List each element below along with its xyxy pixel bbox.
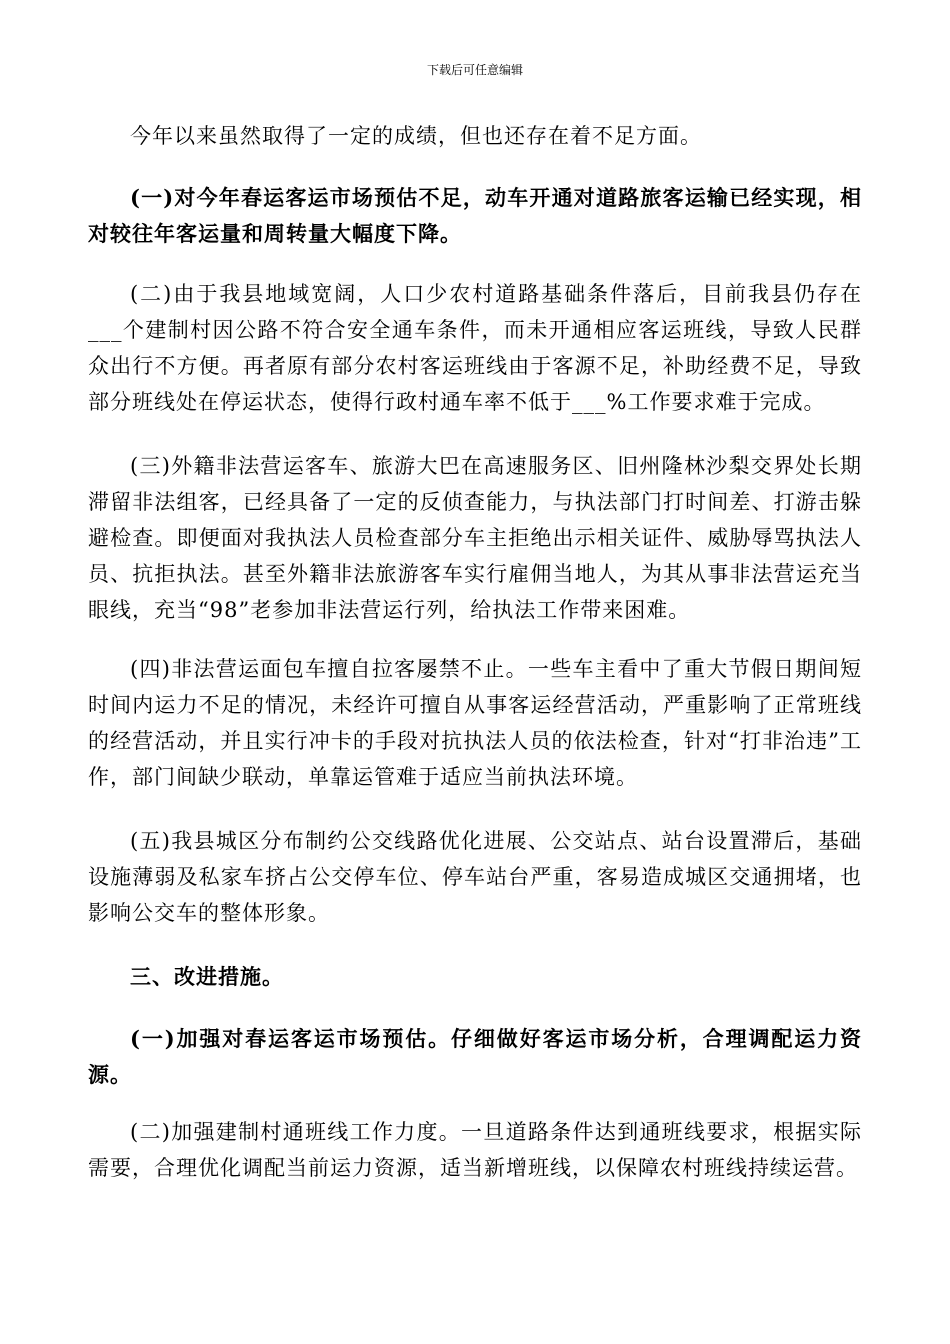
paragraph-issue-5: (五)我县城区分布制约公交线路优化进展、公交站点、站台设置滞后，基础设施薄弱及私家车挤占公交停车位、停车站台严重，客易造成城区交通拥堵，也影响公交车的整体形象。 xyxy=(88,829,862,925)
paragraph-issue-2: (二)由于我县地域宽阔，人口少农村道路基础条件落后，目前我县仍存在___个建制村因公路不符合安全通车条件，而未开通相应客运班线，导致人民群众出行不方便。再者原有部分农村客运班线由于客源不足，补助经费不足，导致部分班线处在停运状态，使得行政村通车率不低于___%工作要求难于完成。 xyxy=(88,282,862,414)
page-header-note: 下载后可任意编辑 xyxy=(426,63,523,77)
paragraph-issue-1: (一)对今年春运客运市场预估不足，动车开通对道路旅客运输已经实现，相对较往年客运量和周转量大幅度下降。 xyxy=(88,185,862,246)
paragraph-issue-3: (三)外籍非法营运客车、旅游大巴在高速服务区、旧州隆林沙梨交界处长期滞留非法组客，已经具备了一定的反侦查能力，与执法部门打时间差、打游击躲避检查。即便面对我执法人员检查部分车主拒绝出示相关证件、威胁辱骂执法人员、抗拒执法。甚至外籍非法旅游客车实行雇佣当地人，为其从事非法营运充当眼线，充当“98”老参加非法营运行列，给执法工作带来困难。 xyxy=(88,454,862,622)
paragraph-measure-2: (二)加强建制村通班线工作力度。一旦道路条件达到通班线要求，根据实际需要，合理优化调配当前运力资源，适当新增班线，以保障农村班线持续运营。 xyxy=(88,1120,862,1180)
section-heading-improvements: 三、改进措施。 xyxy=(130,964,284,989)
paragraph-intro: 今年以来虽然取得了一定的成绩，但也还存在着不足方面。 xyxy=(130,124,702,148)
paragraph-measure-1: (一)加强对春运客运市场预估。仔细做好客运市场分析，合理调配运力资源。 xyxy=(88,1026,862,1087)
paragraph-issue-4: (四)非法营运面包车擅自拉客屡禁不止。一些车主看中了重大节假日期间短时间内运力不足的情况，未经许可擅自从事客运经营活动，严重影响了正常班线的经营活动，并且实行冲卡的手段对抗执法人员的依法检查，针对“打非治违”工作，部门间缺少联动，单靠运管难于适应当前执法环境。 xyxy=(88,657,862,789)
